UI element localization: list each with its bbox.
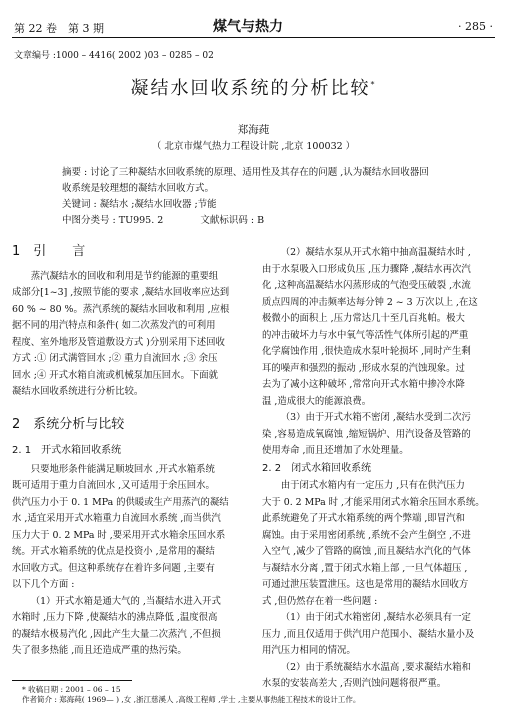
article-number: 文章编号 :1000 – 4416( 2002 )03 – 0285 – 02: [14, 51, 214, 61]
text-line: 由于水泵吸入口形成负压 ,压力骤降 ,凝结水再次汽: [262, 263, 471, 275]
text-line: 成部分[1~3] ,按照节能的要求 ,凝结水回收率应达到: [12, 287, 230, 298]
text-line: 化 ,这种高温凝结水闪蒸形成的气泡受压破裂 ,水流: [262, 280, 471, 291]
title-footnote-mark: *: [370, 80, 377, 89]
text-line: 式 ,但仍然存在着一些问题 :: [262, 595, 378, 607]
text-line: 据不同的用汽特点和条件( 如二次蒸发汽的可利用: [12, 320, 216, 331]
text-line: 失了很多热能 ,而且还造成严重的热污染。: [12, 645, 187, 656]
text-line: 凝结水回收系统进行分析比较。: [12, 386, 144, 397]
text-line: （3）由于开式水箱不密闭 ,凝结水受到二次污: [280, 412, 471, 423]
text-line: 压力 ,而且仅适用于供汽用户范围小、凝结水量小及: [262, 628, 475, 640]
text-line: 质点四周的冲击频率达每分钟 2 ~ 3 万次以上 ,在这: [262, 296, 478, 308]
text-line: 去为了减小这种破坏 ,常常向开式水箱中掺冷水降: [262, 379, 465, 390]
text-line: 大于 0. 2 MPa 时 ,才能采用闭式水箱余压回水系统。: [262, 496, 485, 508]
received-date: * 收稿日期 : 2001 – 06 – 15: [22, 685, 121, 694]
document-code: 文献标识码 : B: [200, 215, 265, 226]
text-line: 方式 :① 闭式满管回水 ;② 重力自流回水 ;③ 余压: [12, 353, 218, 364]
section-2-2-body: [262, 478, 496, 693]
section-2-heading: 2 系统分析与比较: [12, 416, 125, 432]
text-line: 回水 ;④ 开式水箱自流或机械泵加压回水。下面就: [12, 369, 218, 381]
text-line: 用汽压力相同的情况。: [262, 645, 356, 656]
text-line: 此系统避免了开式水箱系统的两个弊端 ,即冒汽和: [262, 513, 465, 524]
article-title: [0, 74, 507, 100]
section-2-1-heading: 2. 1 开式水箱回收系统: [12, 445, 122, 456]
journal-name: 煤气与热力: [213, 19, 283, 35]
text-line: 由于闭式水箱内有一定压力 ,只有在供汽压力: [280, 480, 465, 491]
text-line: 使用寿命 ,而且还增加了水处理量。: [262, 445, 409, 456]
text-line: （1）开式水箱是通大气的 ,当凝结水进入开式: [30, 595, 221, 607]
author-bio: 作者简介 : 郑海莼( 1969— ) ,女 ,浙江慈溪人 ,高级工程师 ,学士 ,主要从事热能工程技术的设计工作。: [22, 695, 361, 704]
text-line: 可通过泄压装置泄压。这也是常用的凝结水回收方: [262, 579, 469, 590]
issue-label: 第 22 卷 第 3 期: [14, 22, 104, 35]
section-1-body: [12, 269, 248, 401]
text-line: 60 % ~ 80 %。蒸汽系统的凝结水回收和利用 ,应根: [12, 303, 230, 315]
right-column: [262, 245, 496, 693]
text-line: （2）由于系统凝结水水温高 ,要求凝结水箱和: [280, 661, 471, 673]
footnote: [22, 685, 360, 705]
text-line: 的冲击破坏力与水中氧气等活性气体所引起的严重: [262, 329, 469, 341]
text-line: 程度、室外地形及管道敷设方式 )分别采用下述回收: [12, 336, 225, 348]
text-line: （1）由于闭式水箱密闭 ,凝结水必须具有一定: [280, 612, 471, 623]
abstract-line-1: 摘要 : 讨论了三种凝结水回收系统的原理、适用性及其存在的问题 ,认为凝结水回收器回: [62, 167, 429, 178]
text-line: 压力大于 0. 2 MPa 时 ,要采用开式水箱余压回水系: [12, 529, 226, 541]
text-line: 水回收方式。但这种系统存在着许多问题 ,主要有: [12, 562, 215, 574]
text-line: 蒸汽凝结水的回收和利用是节约能源的重要组: [30, 270, 219, 282]
left-column: [12, 244, 248, 660]
text-line: （2）凝结水泵从开式水箱中抽高温凝结水时 ,: [280, 247, 471, 258]
text-line: 温 ,造成很大的能源浪费。: [262, 395, 372, 407]
text-line: 化学腐蚀作用 ,很快造成水泵叶轮损坏 ,同时产生剩: [262, 346, 471, 357]
text-line: 极微小的面积上 ,压力常达几十至几百兆帕。极大: [262, 313, 465, 324]
page-number: · 285 ·: [458, 20, 493, 33]
text-line: 以下几个方面 :: [12, 579, 75, 590]
text-line: 与凝结水分离 ,置于闭式水箱上部 ,一旦气体超压 ,: [262, 562, 468, 574]
text-line: 耳的噪声和强烈的振动 ,形成水泵的汽蚀现象。过: [262, 362, 465, 374]
text-line: 腐蚀。由于采用密闭系统 ,系统不会产生倒空 ,不进: [262, 529, 471, 541]
section-2-1-continued: [262, 245, 496, 460]
classification-line: [62, 213, 462, 229]
text-line: 供汽压力小于 0. 1 MPa 的供暖或生产用蒸汽的凝结: [12, 496, 229, 508]
text-line: 既可适用于重力自流回水 ,又可适用于余压回水。: [12, 480, 215, 491]
text-line: 水 ,适宜采用开式水箱重力自流回水系统 ,而当供汽: [12, 513, 221, 524]
abstract-block: [62, 165, 462, 229]
running-header: [0, 14, 507, 36]
section-1-heading: 1 引 言: [12, 244, 86, 259]
title-text: 凝结水回收系统的分析比较: [130, 78, 371, 99]
keywords-line: 关键词 : 凝结水 ;凝结水回收器 ;节能: [62, 199, 217, 210]
author-affiliation: （ 北京市煤气热力工程设计院 ,北京 100032 ）: [151, 141, 356, 152]
text-line: 染 ,容易造成氧腐蚀 ,缩短锅炉、用汽设备及管路的: [262, 428, 471, 440]
text-line: 统。开式水箱系统的优点是投资小 ,是常用的凝结: [12, 546, 215, 557]
header-rule: [12, 37, 495, 38]
class-number: 中图分类号 : TU995. 2: [62, 215, 164, 226]
text-line: 入空气 ,减少了管路的腐蚀 ,而且凝结水汽化的气体: [262, 546, 471, 557]
text-line: 只要地形条件能满足顺坡回水 ,开式水箱系统: [30, 463, 215, 475]
text-line: 的凝结水极易汽化 ,因此产生大量二次蒸汽 ,不但损: [12, 628, 221, 640]
author-name: 郑海莼: [237, 124, 270, 136]
section-2-1-body: [12, 462, 248, 660]
text-line: 水箱时 ,压力下降 ,使凝结水的沸点降低 ,温度很高: [12, 612, 218, 623]
text-line: 水泵的安装高差大 ,否则汽蚀问题将很严重。: [262, 678, 447, 689]
received-date-text: 收稿日期 : 2001 – 06 – 15: [28, 685, 121, 694]
abstract-line-2: 收系统是较理想的凝结水回收方式。: [62, 183, 215, 194]
section-2-2-heading: 2. 2 闭式水箱回收系统: [262, 462, 372, 474]
footnote-rule: [12, 680, 132, 681]
